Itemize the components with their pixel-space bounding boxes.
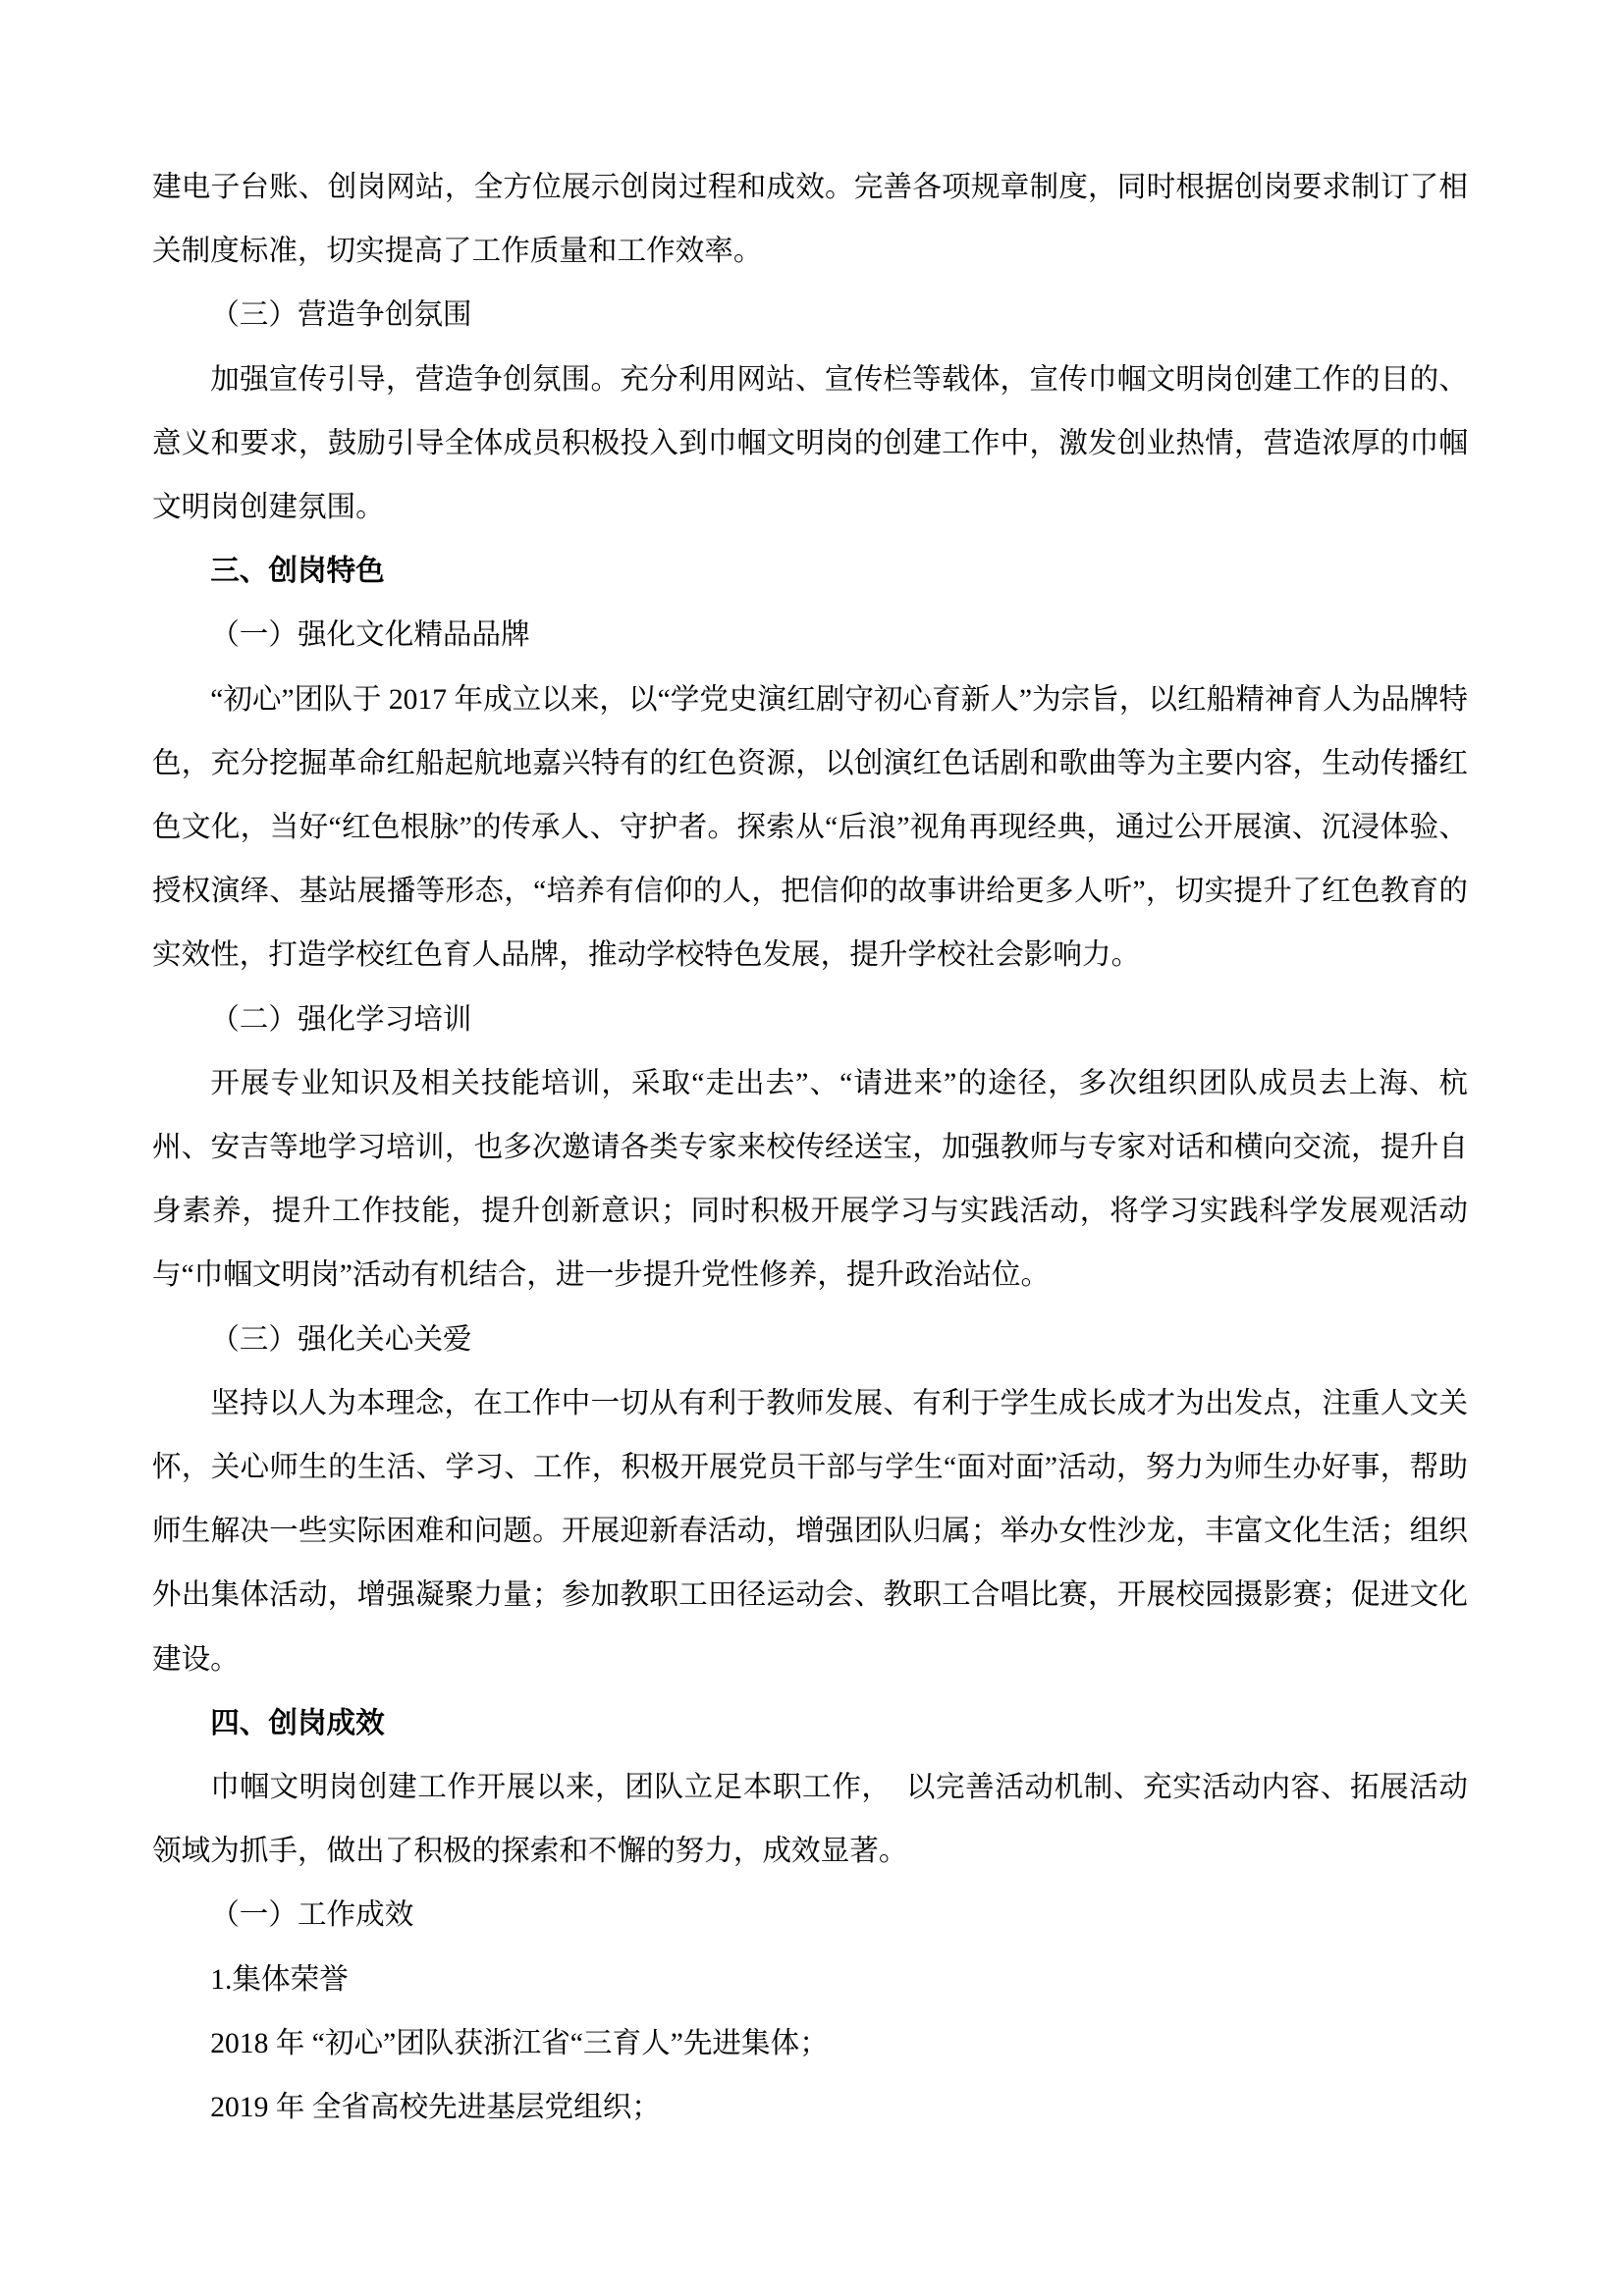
honor-item-2019: 2019 年 全省高校先进基层党组织； (210, 2092, 661, 2124)
paragraph-publicity-guidance: 加强宣传引导，营造争创氛围。充分利用网站、宣传栏等载体，宣传巾帼文明岗创建工作的目的、意义和要求，鼓励引导全体成员积极投入到巾帼文明岗的创建工作中，激发创业热情，营造浓厚的巾帼文明岗创建氛围。 (152, 363, 1468, 524)
paragraph-people-oriented-care: 坚持以人为本理念，在工作中一切从有利于教师发展、有利于学生成长成才为出发点，注重人文关怀，关心师生的生活、学习、工作，积极开展党员干部与学生“面对面”活动，努力为师生办好事，帮助师生解决一些实际困难和问题。开展迎新春活动，增强团队归属；举办女性沙龙，丰富文化生活；组织外出集体活动，增强凝聚力量；参加教职工田径运动会、教职工合唱比赛，开展校园摄影赛；促进文化建设。 (152, 1387, 1468, 1676)
paragraph-continuation-ledger-website: 建电子台账、创岗网站，全方位展示创岗过程和成效。完善各项规章制度，同时根据创岗要求制订了相关制度标准，切实提高了工作质量和工作效率。 (152, 172, 1468, 268)
subheading-1-work-results: （一）工作成效 (210, 1899, 414, 1932)
subheading-3-strengthen-care: （三）强化关心关爱 (210, 1323, 472, 1356)
paragraph-results-overview: 巾帼文明岗创建工作开展以来，团队立足本职工作， 以完善活动机制、充实活动内容、拓展活动领域为抓手，做出了积极的探索和不懈的努力，成效显著。 (152, 1772, 1468, 1868)
heading-4-post-creation-results: 四、创岗成效 (210, 1707, 385, 1739)
subheading-2-strengthen-learning-training: （二）强化学习培训 (210, 1003, 472, 1036)
paragraph-professional-training: 开展专业知识及相关技能培训，采取“走出去”、“请进来”的途径，多次组织团队成员去上海、杭州、安吉等地学习培训，也多次邀请各类专家来校传经送宝，加强教师与专家对话和横向交流，提升自身素养，提升工作技能，提升创新意识；同时积极开展学习与实践活动，将学习实践科学发展观活动与“巾帼文明岗”活动有机结合，进一步提升党性修养，提升政治站位。 (152, 1067, 1468, 1292)
heading-3-post-creation-features: 三、创岗特色 (210, 556, 385, 588)
list-label-collective-honors: 1.集体荣誉 (210, 1963, 349, 1996)
document-body (152, 0, 1468, 2140)
subheading-1-strengthen-cultural-brand: （一）强化文化精品品牌 (210, 619, 530, 652)
honor-item-2018: 2018 年 “初心”团队获浙江省“三育人”先进集体； (210, 2027, 829, 2059)
paragraph-chuxin-team-brand: “初心”团队于 2017 年成立以来，以“学党史演红剧守初心育新人”为宗旨，以红船精神育人为品牌特色，充分挖掘革命红船起航地嘉兴特有的红色资源，以创演红色话剧和歌曲等为主要内容，生动传播红色文化，当好“红色根脉”的传承人、守护者。探索从“后浪”视角再现经典，通过公开展演、沉浸体验、授权演绎、基站展播等形态，“培养有信仰的人，把信仰的故事讲给更多人听”，切实提升了红色教育的实效性，打造学校红色育人品牌，推动学校特色发展，提升学校社会影响力。 (152, 683, 1468, 972)
subheading-3-create-striving-atmosphere: （三）营造争创氛围 (210, 299, 472, 332)
